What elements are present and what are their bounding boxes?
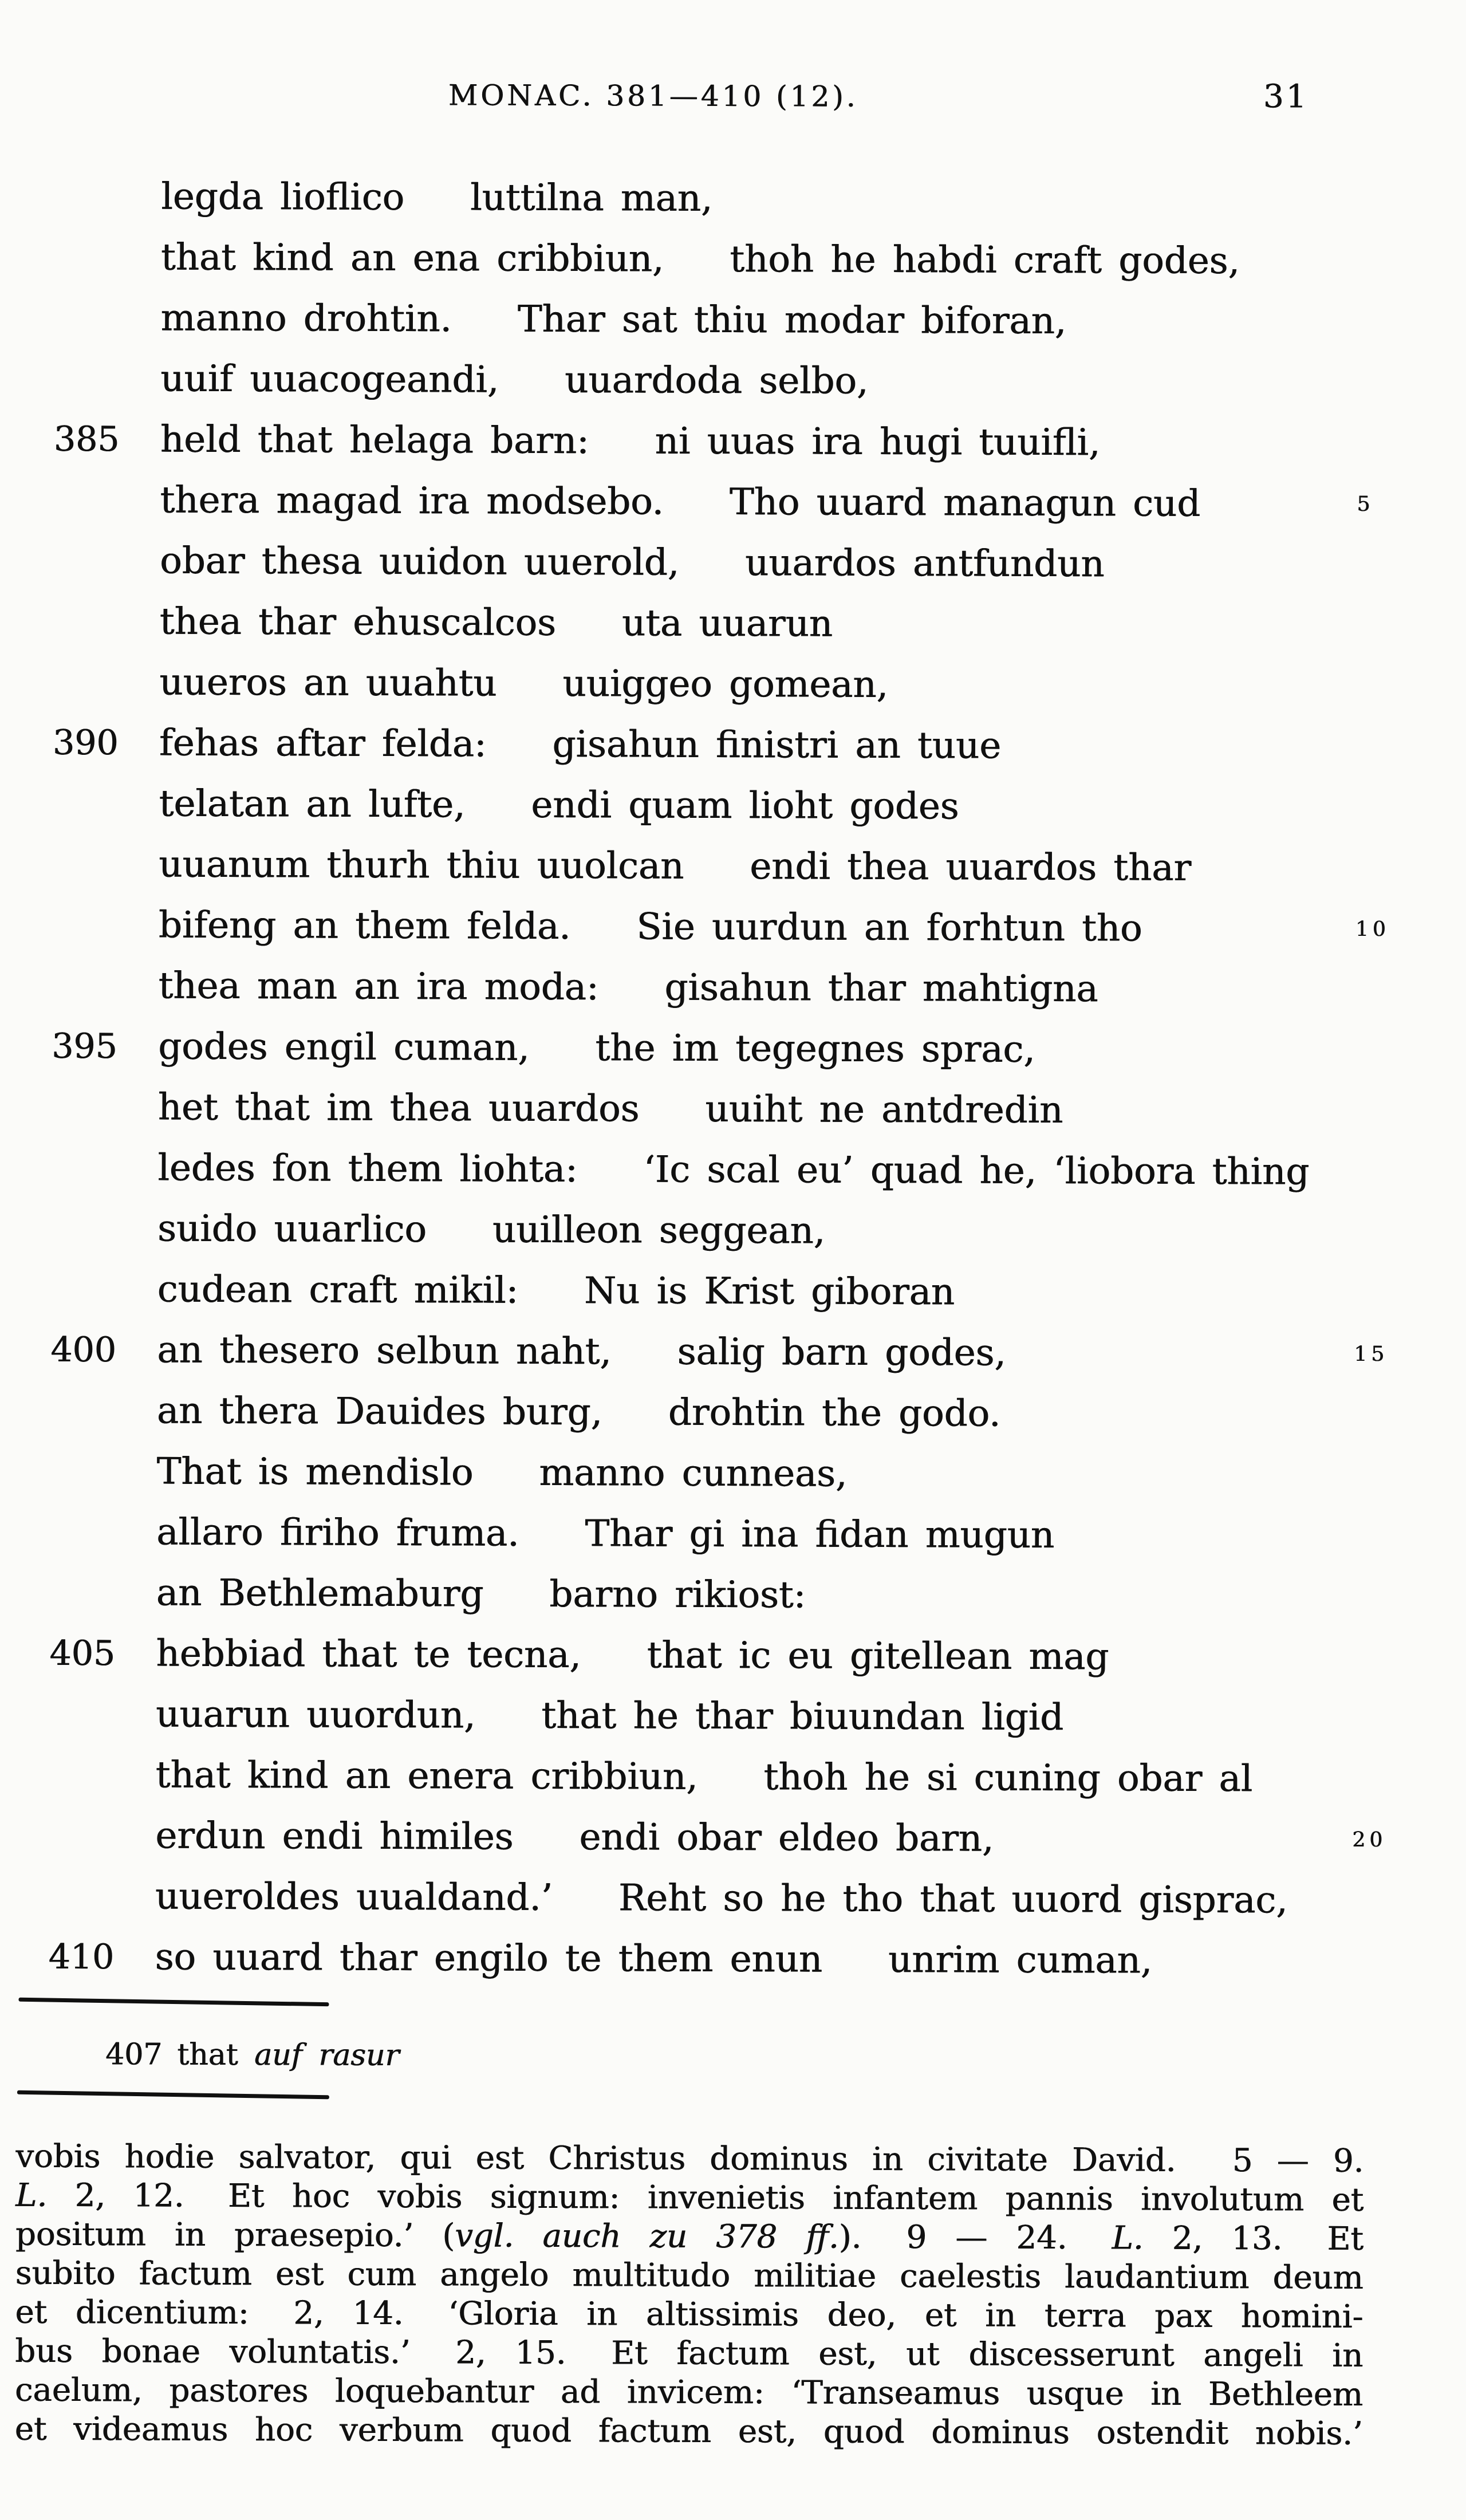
verse-line [0, 1623, 1461, 1689]
verse-half-a: uuanum thurh thiu uuolcan [159, 843, 684, 888]
verse-half-a: godes engil cuman, [158, 1025, 530, 1069]
verse-line [0, 712, 1464, 778]
text-segment: positum in praesepio.’ ( [15, 2215, 455, 2255]
text-segment: vgl. auch zu 378 ff. [455, 2217, 839, 2256]
running-title: MONAC. 381—410 (12). [448, 78, 858, 113]
text-segment: L. [15, 2176, 48, 2214]
text-segment: vobis hodie salvator, qui est Christus dominus in civitate David. 5 — 9. [15, 2137, 1364, 2180]
verse-half-b: salig barn godes, [677, 1330, 1006, 1375]
verse-line [0, 1016, 1463, 1082]
verse-half-a: That is mendislo [156, 1450, 474, 1494]
verse-line [0, 1320, 1462, 1385]
text-segment: 2, 12. Et hoc vobis signum: invenietis infantem pannis involutum et [47, 2176, 1364, 2219]
apparatus-line [15, 2215, 1363, 2259]
text-segment: et videamus hoc verbum quod factum est, quod dominus ostendit nobis.’ [14, 2410, 1363, 2452]
verse-half-b: endi obar eldeo barn, [579, 1816, 994, 1860]
verse-half-b: Thar gi ina fidan mugun [585, 1513, 1055, 1557]
verse-line [0, 288, 1465, 353]
verse-line [0, 652, 1464, 718]
apparatus-line [15, 2137, 1363, 2181]
verse-half-a: uueroldes uualdand.’ [155, 1875, 553, 1919]
verse-line [0, 773, 1464, 839]
verse-half-b: unrim cuman, [888, 1939, 1153, 1982]
text-segment: subito factum est cum angelo multitudo militiae caelestis laudantium deum [15, 2254, 1363, 2297]
verse-half-b: uuilleon seggean, [492, 1208, 826, 1253]
verse-half-a: that kind an ena cribbiun, [161, 236, 664, 281]
separator-rule-bottom [17, 2090, 329, 2100]
verse-line [0, 1927, 1460, 1993]
apparatus-line [15, 2293, 1363, 2337]
verse-half-b: gisahun thar mahtigna [664, 966, 1098, 1011]
verse-half-b: thoh he si cuning obar al [763, 1756, 1253, 1801]
separator-rule-top [18, 1998, 329, 2007]
verse-half-a: het that im thea uuardos [157, 1086, 640, 1131]
verse-half-b: uuiggeo gomean, [562, 663, 889, 707]
margin-line-number: 20 [1352, 1828, 1387, 1852]
verse-line-number: 385 [53, 419, 120, 460]
verse-half-a: held that helaga barn: [160, 418, 589, 463]
verse-half-b: endi quam lioht godes [531, 783, 959, 828]
verse-half-a: ledes fon them liohta: [157, 1147, 578, 1191]
text-segment: ). 9 — 24. [838, 2218, 1112, 2257]
verse-half-b: uuardoda selbo, [565, 359, 869, 403]
verse-half-a: bifeng an them felda. [158, 904, 571, 948]
verse-half-a: that kind an enera cribbiun, [155, 1754, 698, 1798]
verse-half-a: manno drohtin. [160, 297, 452, 341]
verse-half-b: Nu is Krist giboran [584, 1270, 955, 1314]
verse-half-a: hebbiad that te tecna, [156, 1632, 581, 1677]
verse-half-a: so uuard thar engilo te them enun [155, 1936, 823, 1981]
verse-half-a: thera magad ira modsebo. [160, 479, 664, 523]
text-segment: bus bonae voluntatis.’ 2, 15. Et factum est, ut discesserunt angeli in [15, 2332, 1363, 2375]
verse-line-number: 390 [53, 722, 119, 763]
verse-half-b: ni uuas ira hugi tuuifli, [655, 420, 1101, 464]
verse-line [0, 834, 1464, 900]
verse-line [0, 1077, 1463, 1143]
verse-line [0, 348, 1465, 414]
verse-line [0, 895, 1463, 960]
verse-line [0, 591, 1464, 657]
verse-half-b: Sie uurdun an forhtun tho [636, 905, 1142, 950]
verse-half-a: telatan an lufte, [159, 782, 466, 826]
verse-line [0, 227, 1465, 293]
verse-half-a: suido uuarlico [157, 1207, 427, 1251]
verse-line [0, 470, 1465, 536]
verse-half-b: gisahun finistri an tuue [552, 723, 1002, 767]
verse-half-a: allaro firiho fruma. [156, 1511, 519, 1555]
verse-half-b: Thar sat thiu modar biforan, [517, 298, 1067, 343]
verse-line [0, 166, 1466, 232]
margin-line-number: 15 [1354, 1342, 1389, 1367]
verse-half-a: obar thesa uuidon uuerold, [160, 540, 680, 584]
apparatus-block [15, 2137, 1364, 2454]
verse-line [0, 1684, 1460, 1750]
verse-line [0, 1745, 1460, 1810]
apparatus-line [15, 2332, 1363, 2376]
verse-line-number: 410 [48, 1936, 115, 1978]
verse-half-a: erdun endi himiles [155, 1814, 514, 1858]
verse-half-b: barno rikiost: [549, 1573, 806, 1617]
margin-line-number: 10 [1355, 917, 1390, 942]
verse-half-b: thoh he habdi craft godes, [730, 238, 1240, 283]
verse-line [0, 1380, 1461, 1446]
verse-half-a: an thera Dauides burg, [156, 1389, 603, 1434]
footnote [105, 2034, 399, 2076]
verse-line [0, 1562, 1461, 1628]
verse-half-b: drohtin the godo. [668, 1391, 1001, 1435]
verse-line [0, 1502, 1461, 1568]
verse-half-b: that ic eu gitellean mag [647, 1634, 1109, 1679]
verse-line [0, 1441, 1461, 1507]
verse-line [0, 1198, 1462, 1264]
verse-half-b: Tho uuard managun cud [729, 481, 1201, 525]
text-segment: L. [1112, 2219, 1144, 2257]
verse-line [0, 1866, 1460, 1932]
verse-half-b: uuardos antfundun [745, 542, 1105, 586]
verse-half-a: an Bethlemaburg [156, 1572, 484, 1616]
verse-half-b: luttilna man, [470, 176, 713, 220]
verse-half-a: uuarun uuordun, [156, 1693, 476, 1737]
apparatus-line [15, 2176, 1363, 2220]
verse-line-number: 405 [49, 1633, 116, 1674]
verse-half-b: endi thea uuardos thar [750, 845, 1192, 889]
verse-line [0, 1805, 1460, 1871]
verse-half-a: fehas aftar felda: [159, 722, 487, 766]
verse-line [0, 530, 1464, 596]
verse-block [0, 166, 1466, 1993]
verse-half-b: ‘Ic scal eu’ quad he, ‘liobora thing [643, 1148, 1310, 1194]
verse-line [0, 955, 1463, 1021]
text-segment: et dicentium: 2, 14. ‘Gloria in altissimis deo, et in terra pax homini- [15, 2293, 1363, 2336]
apparatus-line [15, 2254, 1363, 2298]
verse-half-b: that he thar biuundan ligid [541, 1694, 1064, 1739]
verse-half-a: an thesero selbun naht, [157, 1329, 612, 1373]
verse-line [0, 409, 1465, 475]
verse-half-a: uuif uuacogeandi, [160, 357, 499, 401]
apparatus-line [15, 2410, 1363, 2454]
verse-half-a: uueros an uuahtu [159, 661, 497, 705]
text-segment: 2, 13. Et [1143, 2219, 1364, 2258]
verse-half-b: uta uuarun [621, 602, 833, 645]
verse-half-b: the im tegegnes sprac, [595, 1027, 1035, 1071]
verse-line-number: 395 [52, 1026, 117, 1067]
text-segment: auf rasur [254, 2038, 400, 2073]
verse-half-b: manno cunneas, [539, 1451, 848, 1495]
verse-half-b: Reht so he tho that uuord gisprac, [618, 1877, 1288, 1922]
page-number: 31 [1263, 78, 1309, 116]
apparatus-line [15, 2371, 1363, 2415]
verse-line [0, 1137, 1463, 1203]
verse-half-a: legda lioflico [161, 175, 405, 219]
verse-half-a: cudean craft mikil: [157, 1268, 519, 1312]
verse-half-a: thea man an ira moda: [158, 964, 599, 1009]
text-segment: 407 that [105, 2037, 255, 2073]
margin-line-number: 5 [1357, 492, 1374, 516]
verse-half-b: uuiht ne antdredin [705, 1088, 1063, 1132]
verse-half-a: thea thar ehuscalcos [159, 600, 557, 644]
verse-line-number: 400 [50, 1329, 117, 1371]
text-segment: caelum, pastores loquebantur ad invicem: ‘Transeamus usque in Bethleem [15, 2371, 1363, 2413]
verse-line [0, 1259, 1462, 1325]
